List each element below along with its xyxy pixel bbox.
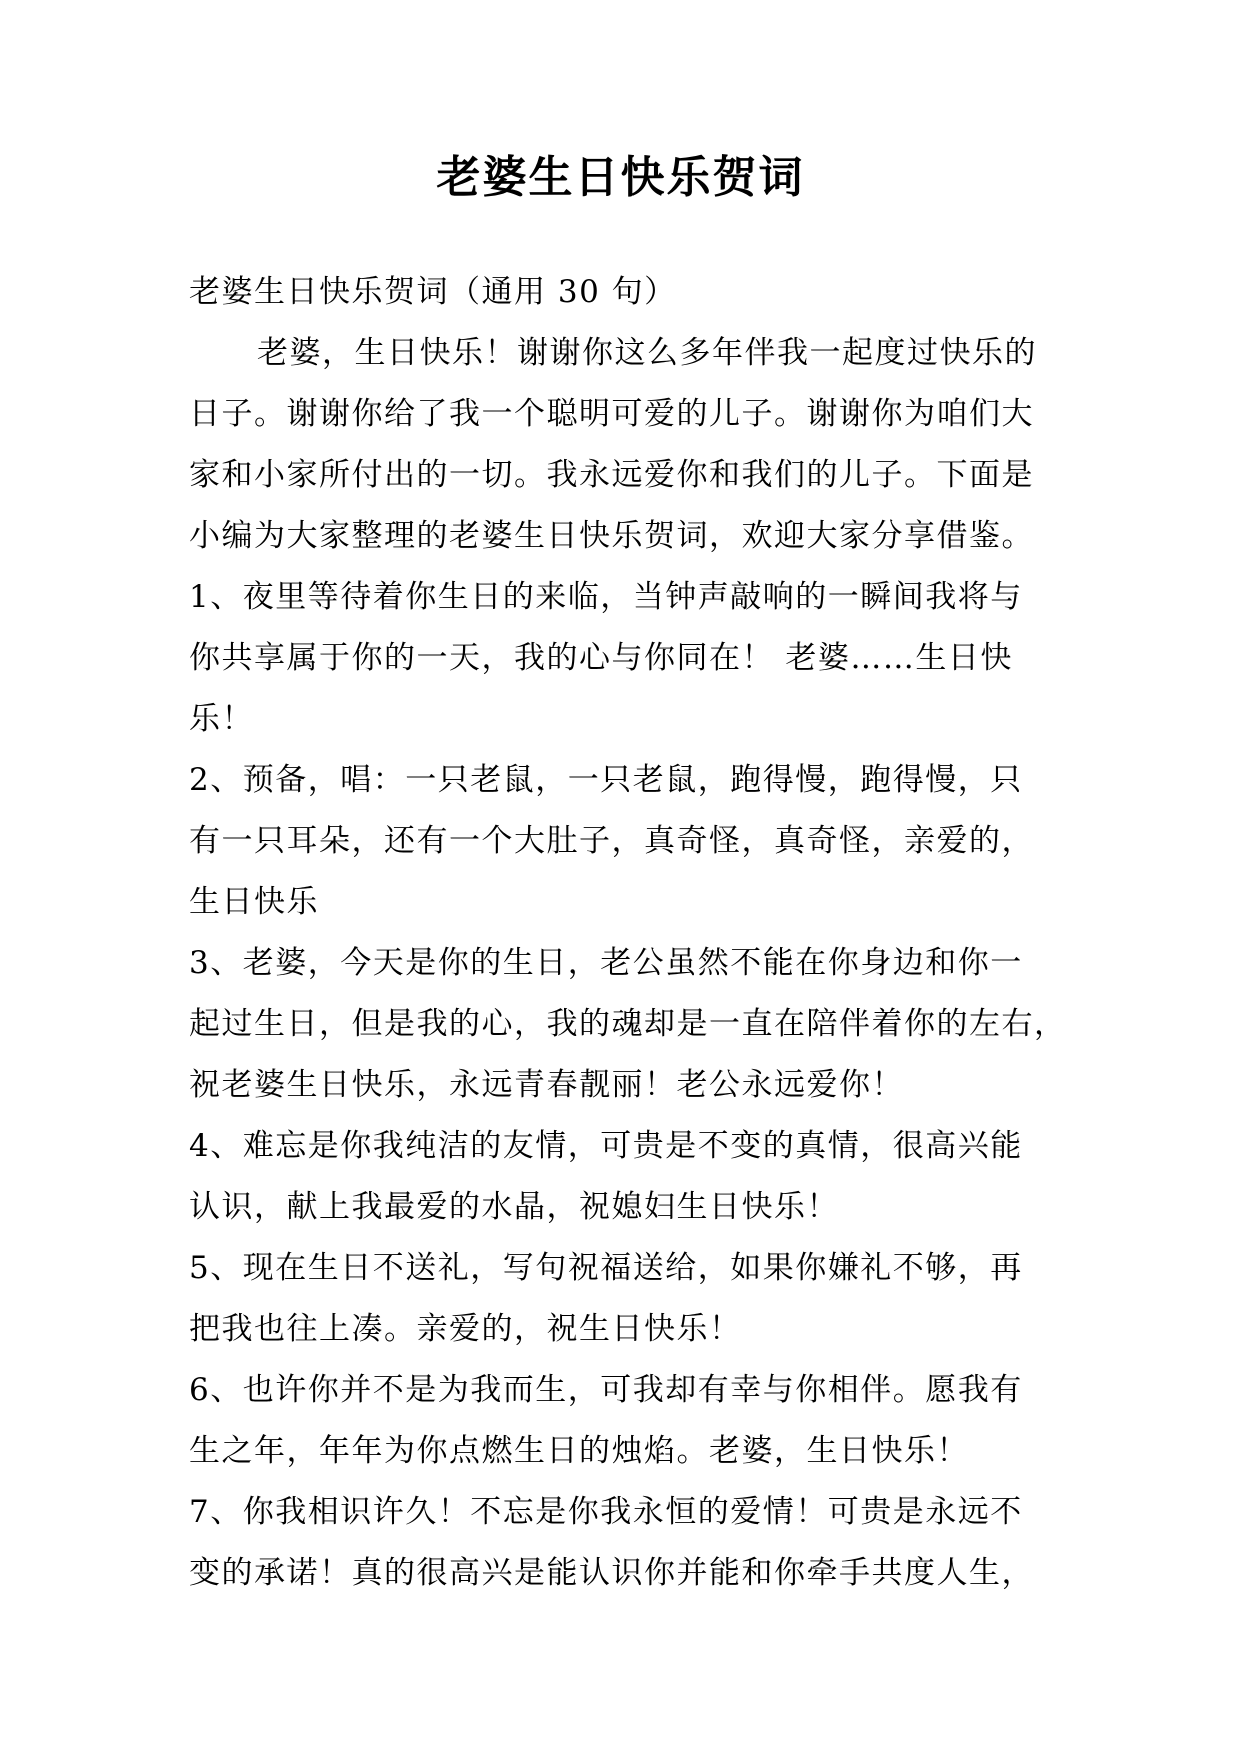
list-item-line: 2、预备，唱：一只老鼠，一只老鼠，跑得慢，跑得慢，只 — [189, 762, 1023, 798]
list-item-line: 生日快乐 — [189, 884, 319, 920]
paragraph-line: 老婆，生日快乐！谢谢你这么多年伴我一起度过快乐的 — [257, 335, 1037, 371]
paragraph-line: 家和小家所付出的一切。我永远爱你和我们的儿子。下面是 — [189, 457, 1034, 493]
list-item-line: 6、也许你并不是为我而生，可我却有幸与你相伴。愿我有 — [189, 1372, 1023, 1408]
list-item-line: 变的承诺！真的很高兴是能认识你并能和你牵手共度人生， — [189, 1555, 1034, 1591]
list-item-line: 祝老婆生日快乐，永远青春靓丽！老公永远爱你！ — [189, 1067, 904, 1103]
document-body — [189, 262, 1069, 1604]
list-item-line: 7、你我相识许久！不忘是你我永恒的爱情！可贵是永远不 — [189, 1494, 1023, 1530]
list-item-line: 乐！ — [189, 701, 254, 737]
list-item-line: 生之年，年年为你点燃生日的烛焰。老婆，生日快乐！ — [189, 1433, 969, 1469]
paragraph-line: 日子。谢谢你给了我一个聪明可爱的儿子。谢谢你为咱们大 — [189, 396, 1034, 432]
list-item-line: 起过生日，但是我的心，我的魂却是一直在陪伴着你的左右， — [189, 1006, 1067, 1042]
list-item-line: 认识，献上我最爱的水晶，祝媳妇生日快乐！ — [189, 1189, 839, 1225]
list-item-line: 你共享属于你的一天，我的心与你同在！ 老婆……生日快 — [189, 640, 1013, 676]
subtitle-line: 老婆生日快乐贺词（通用 30 句） — [189, 274, 677, 310]
list-item-line: 4、难忘是你我纯洁的友情，可贵是不变的真情，很高兴能 — [189, 1128, 1023, 1164]
list-item-line: 1、夜里等待着你生日的来临，当钟声敲响的一瞬间我将与 — [189, 579, 1023, 615]
list-item-line: 5、现在生日不送礼，写句祝福送给，如果你嫌礼不够，再 — [189, 1250, 1023, 1286]
list-item-line: 3、老婆，今天是你的生日，老公虽然不能在你身边和你一 — [189, 945, 1023, 981]
list-item-line: 有一只耳朵，还有一个大肚子，真奇怪，真奇怪，亲爱的， — [189, 823, 1034, 859]
list-item-line: 把我也往上凑。亲爱的，祝生日快乐！ — [189, 1311, 742, 1347]
document-title: 老婆生日快乐贺词 — [436, 152, 805, 203]
paragraph-line: 小编为大家整理的老婆生日快乐贺词，欢迎大家分享借鉴。 — [189, 518, 1034, 554]
